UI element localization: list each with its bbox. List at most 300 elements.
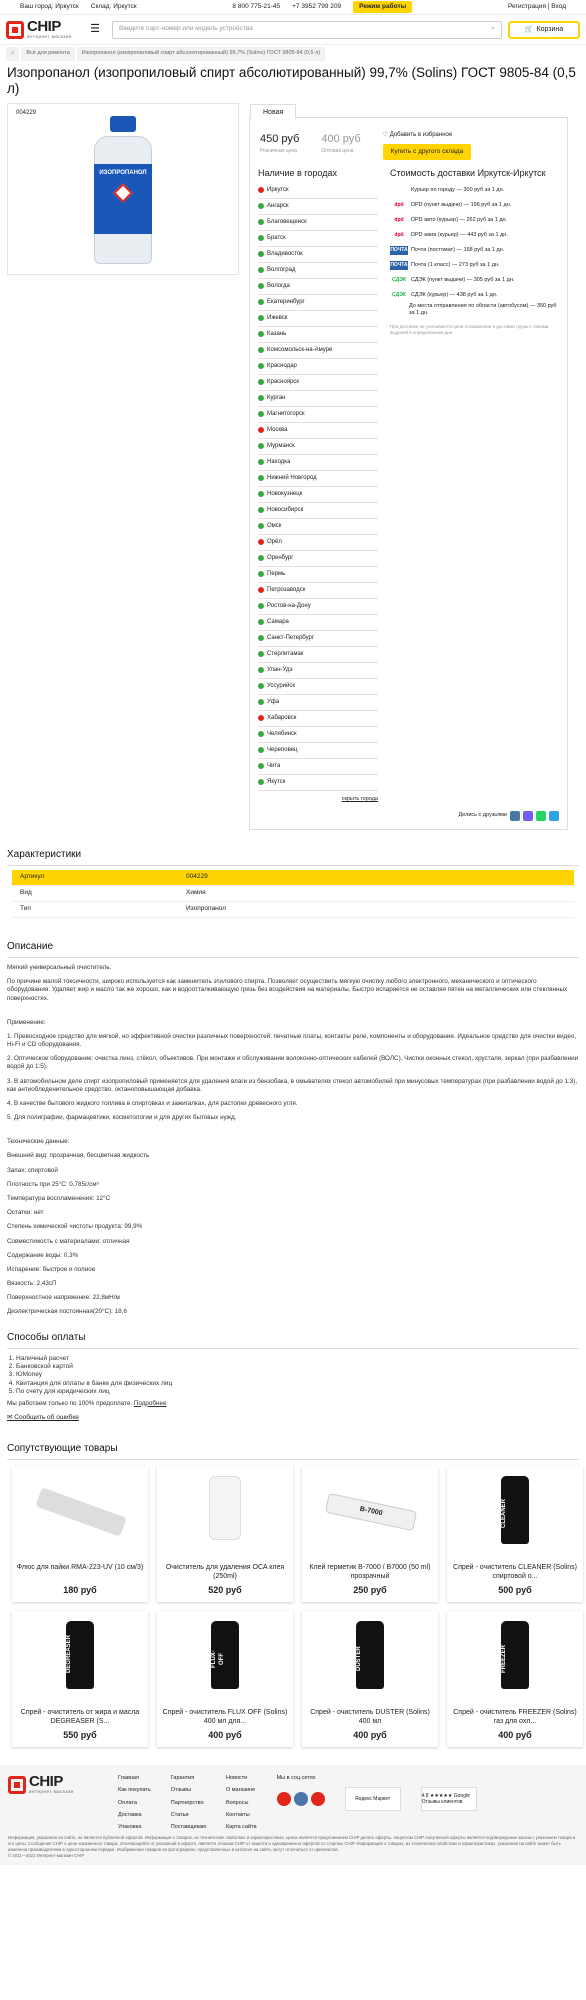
delivery-option: [390, 288, 559, 303]
in-stock-icon: [258, 299, 264, 305]
can-label: FLUX-OFF: [211, 1650, 225, 1669]
payment-item: 2. Банковской картой: [16, 1363, 586, 1371]
footer-col-1: [118, 1775, 151, 1830]
tech-spec: Запах: спиртовой: [7, 1166, 58, 1174]
delivery-text: Почта (1 класс) — 273 руб за 1 дн.: [411, 261, 500, 268]
product-price: 180 руб: [63, 1584, 97, 1595]
city-name: Хабаровск: [267, 714, 297, 721]
top-bar: [0, 0, 586, 15]
city-name: Улан-Удэ: [267, 666, 293, 673]
product-section: [0, 99, 586, 834]
city-item[interactable]: [258, 583, 378, 599]
footer-link[interactable]: Статьи: [170, 1811, 189, 1818]
prepay-note: Мы работаем только по 100% предоплате. Подробнее: [7, 1399, 167, 1407]
footer-col-2: [170, 1775, 206, 1830]
in-stock-icon: [258, 635, 264, 641]
in-stock-icon: [258, 555, 264, 561]
bottle-illustration: ИЗОПРОПАНОЛ: [88, 116, 158, 266]
product-card[interactable]: [302, 1466, 438, 1602]
out-of-stock-icon: [258, 187, 264, 193]
product-thumb[interactable]: [161, 1472, 289, 1562]
tube-image: [325, 1493, 417, 1531]
char-value: Химия: [186, 889, 206, 897]
application-item: 2. Оптическое оборудование: очистка линз, стёкол, объективов. При монтаже и обслуживании волоконно-оптических кабелей (ВОЛС). Чистки оконных стекол, хрусталя, зеркал (при разбавлении водой до 1:5).: [7, 1055, 579, 1071]
city-item[interactable]: [258, 503, 378, 519]
footer-col-3: [225, 1775, 257, 1830]
city-name: Уссурийск: [267, 682, 296, 689]
footer-link[interactable]: Контакты: [225, 1811, 250, 1818]
city-name: Волгоград: [267, 266, 296, 273]
delivery-option: [390, 243, 559, 258]
in-stock-icon: [258, 507, 264, 513]
breadcrumb-item: Изопропанол (изопропиловый спирт абсолютированный) 99,7% (Solins) ГОСТ 9805-84 (0,5 л): [77, 47, 325, 60]
application-item: 3. В автомобильном деле спирт изопропиловый применяется для удаления влаги из бензобака, в омывателях стекол автомобилей при минусовых температурах (при разбавлении водой до 1:3), как антиобледенительное средство, октаноповышающая добавка.: [7, 1077, 578, 1093]
delivery-text: Курьер по городу — 300 руб за 1 дн.: [411, 186, 505, 193]
city-name: Иркутск: [267, 186, 289, 193]
in-stock-icon: [258, 363, 264, 369]
post-icon: ПОЧТА: [390, 246, 408, 253]
cdek-icon: СДЭК: [392, 291, 406, 298]
footer-link[interactable]: О магазине: [225, 1787, 256, 1794]
city-name: Стерлитамак: [267, 650, 304, 657]
city-item[interactable]: [258, 695, 378, 711]
city-name: Нижний Новгород: [267, 474, 317, 481]
product-name[interactable]: Клей герметик B-7000 / B7000 (50 ml) прозрачный: [309, 1563, 431, 1580]
in-stock-icon: [258, 395, 264, 401]
cart-button[interactable]: 🛒 Корзина: [508, 21, 580, 39]
footer-link[interactable]: Как покупать: [118, 1787, 151, 1794]
breadcrumb-item[interactable]: Всё для ремонта: [21, 47, 74, 60]
delivery-title: Стоимость доставки Иркутск-Иркутск: [390, 168, 546, 179]
city-name: Петрозаводск: [267, 586, 306, 593]
city-name: Череповец: [267, 746, 298, 753]
city-name: Орёл: [267, 538, 282, 545]
in-stock-icon: [258, 571, 264, 577]
search-icon[interactable]: ⌕: [491, 25, 495, 33]
payment-item: 1. Наличный расчет: [16, 1355, 586, 1363]
product-price: 400 руб: [498, 1729, 532, 1740]
phone-2[interactable]: +7 3952 799 209: [292, 2, 342, 10]
bottle-image: [209, 1476, 241, 1540]
product-card[interactable]: [447, 1466, 583, 1602]
product-name[interactable]: Спрей - очиститель CLEANER (Solins) спиртовой о...: [453, 1563, 577, 1580]
city-item[interactable]: [258, 615, 378, 631]
city-item[interactable]: [258, 439, 378, 455]
heart-icon: ♡: [382, 132, 390, 138]
in-stock-icon: [258, 603, 264, 609]
city-name: Оренбург: [267, 554, 294, 561]
spray-can-image: [501, 1476, 529, 1544]
breadcrumb: [0, 45, 586, 63]
cdek-icon: СДЭК: [392, 276, 406, 283]
city-name: Магнитогорск: [267, 410, 305, 417]
chip-logo-icon: [6, 21, 24, 39]
product-card[interactable]: [447, 1611, 583, 1747]
delivery-option: [390, 273, 559, 288]
char-row: [12, 870, 574, 886]
product-thumb[interactable]: [16, 1617, 144, 1707]
char-name: Артикул: [20, 873, 45, 881]
warehouse-selector[interactable]: Склад: Иркутск: [90, 2, 137, 10]
city-name: Ангарск: [267, 202, 289, 209]
city-item[interactable]: [258, 343, 378, 359]
in-stock-icon: [258, 203, 264, 209]
city-item[interactable]: [258, 631, 378, 647]
city-item[interactable]: [258, 183, 378, 199]
in-stock-icon: [258, 251, 264, 257]
tech-spec: Остатки: нет: [7, 1209, 44, 1217]
in-stock-icon: [258, 459, 264, 465]
payment-item: 4. Квитанция для оплаты в банке для физических лиц: [16, 1380, 586, 1388]
can-label: FREEZER: [501, 1645, 507, 1674]
in-stock-icon: [258, 347, 264, 353]
char-name: Тип: [20, 905, 31, 913]
product-price: 400 руб: [208, 1729, 242, 1740]
cities-title: Наличие в городах: [258, 168, 337, 179]
city-item[interactable]: [258, 551, 378, 567]
city-item[interactable]: [258, 359, 378, 375]
delivery-option: [390, 258, 559, 273]
city-name: Краснодар: [267, 362, 297, 369]
in-stock-icon: [258, 475, 264, 481]
delivery-note: При доставке не учитывается цена отправления в доставке грузы с тяжами выдачей в определенном дне: [390, 323, 549, 336]
dpd-icon: dpd: [394, 231, 404, 238]
vk-icon[interactable]: [294, 1792, 308, 1806]
can-label: CLEANER: [501, 1499, 507, 1529]
in-stock-icon: [258, 491, 264, 497]
city-item[interactable]: [258, 263, 378, 279]
viber-share-icon[interactable]: [523, 811, 533, 821]
delivery-option: [390, 198, 559, 213]
product-name[interactable]: Спрей - очиститель FREEZER (Solins) газ для охл...: [453, 1708, 577, 1725]
characteristics-table: [12, 870, 574, 918]
city-item[interactable]: [258, 247, 378, 263]
tech-spec: Внешний вид: прозрачная, бесцветная жидкость: [7, 1152, 150, 1160]
application-item: 1. Превосходное средство для мягкой, но эффективной очистки различных поверхностей: печатные платы, контакты реле, компоненты и оборудование. Идеальное средство для очистки видео, Hi-Fi и CD оборудования.: [7, 1032, 577, 1049]
delivery-text: Почта (постомат) — 168 руб за 1 дн.: [411, 246, 505, 253]
footer-link[interactable]: Упаковка: [118, 1823, 142, 1830]
application-item: 4. В качестве бытового жидкого топлива в спиртовках и зажигалках, для растопки древесного угля.: [7, 1099, 298, 1107]
city-name: Мурманск: [267, 442, 295, 449]
delivery-text: DPD (пункт выдачи) — 196 руб за 1 дн.: [411, 201, 512, 208]
city-item[interactable]: [258, 663, 378, 679]
city-name: Ижевск: [267, 314, 288, 321]
city-name: Казань: [267, 330, 287, 337]
city-name: Уфа: [267, 698, 280, 705]
tech-spec: Плотность при 25°С: 0,785г/см³: [7, 1180, 99, 1188]
product-name[interactable]: Спрей - очиститель DUSTER (Solins) 400 мл: [310, 1708, 430, 1725]
product-card[interactable]: [12, 1611, 148, 1747]
footer-link[interactable]: Поставщикам: [170, 1823, 206, 1830]
footer-link[interactable]: Вопросы: [225, 1799, 249, 1806]
dpd-icon: dpd: [394, 201, 404, 208]
city-name: Самара: [267, 618, 289, 625]
in-stock-icon: [258, 283, 264, 289]
char-value: 004229: [186, 873, 208, 881]
share-bar: Делись с друзьями: [250, 803, 567, 829]
product-thumb[interactable]: [161, 1617, 289, 1707]
city-name: Ростов-на-Дону: [267, 602, 311, 609]
tube-label: B-7000: [359, 1506, 384, 1518]
delivery-text: DPD авиа (курьер) — 443 руб за 1 дн.: [411, 231, 508, 238]
footer-link[interactable]: Новости: [225, 1775, 248, 1782]
city-item[interactable]: [258, 487, 378, 503]
tech-spec: Вязкость: 2,43сП: [7, 1280, 57, 1288]
telegram-share-icon[interactable]: [549, 811, 559, 821]
in-stock-icon: [258, 763, 264, 769]
city-name: Комсомольск-на-Амуре: [267, 346, 333, 353]
legal-text: Информация, указанная на сайте, не является публичной офертой. Информация о товарах, их технических свойствах и характеристиках, ценах является предложением CHIP делать оферты. Акцептом CHIP полученной оферты является подтверждение заказа с указанием товара и его цены. Сообщение CHIP о цене заказанного товара, отличающейся от указанной в оферте, является отказом CHIP от акцепта и одновременно офертой со стороны CHIP. Информация о товарах, их технических свойствах и характеристиках, указанная на сайте может быть изменена производителем в одностороннем порядке. Изображения товаров на фотографиях, представленных в каталоге на сайте, могут отличаться от оригиналов. © 2011—2022 Интернет-магазин CHIP: [0, 1829, 586, 1865]
retail-price: 450 руб Розничная цена: [260, 133, 300, 155]
product-thumb[interactable]: [16, 1472, 144, 1562]
footer: [0, 1765, 586, 1829]
auth-links[interactable]: Регистрация | Вход: [507, 2, 566, 10]
city-item[interactable]: [258, 679, 378, 695]
tech-spec: Испарение: быстрое и полное: [7, 1265, 96, 1273]
in-stock-icon: [258, 411, 264, 417]
city-item[interactable]: [258, 215, 378, 231]
city-item[interactable]: [258, 231, 378, 247]
can-label: DEGREASER: [66, 1635, 72, 1674]
in-stock-icon: [258, 731, 264, 737]
product-name[interactable]: Флюс для пайки RMA-223-UV (10 см/3): [16, 1563, 144, 1571]
tab-new[interactable]: Новая: [250, 104, 296, 119]
footer-logo[interactable]: CHIP интернет магазин: [8, 1775, 98, 1795]
city-item[interactable]: [258, 647, 378, 663]
in-stock-icon: [258, 235, 264, 241]
copyright: © 2011—2022 Интернет-магазин CHIP: [8, 1853, 85, 1859]
footer-link[interactable]: Карта сайта: [225, 1823, 257, 1830]
delivery-option: [390, 303, 559, 318]
city-name: Братск: [267, 234, 286, 241]
out-of-stock-icon: [258, 587, 264, 593]
google-reviews-badge[interactable]: 4.8 ★★★★★ Google Отзывы клиентов: [421, 1787, 477, 1811]
courier-icon: [390, 306, 406, 315]
description: Мягкий универсальный очиститель. По причине малой токсичности, широко используется как заменитель этилового спирта. Позволяет осуществить мягкую очистку любого электронного, механического и оптического оборудования. Удаляет жир и масло так же хорошо, как и водоотталкивающую грязь без воздействия на материалы. Быстро испаряется не оставляя пятен на металлических или стеклянных поверхностях. Применение: 1. Превосходное средство для мягкой, но эффективной очистки различных поверхностей: печатные платы, контакты реле, компоненты и оборудование. Идеальное средство для очистки видео, Hi-Fi и CD оборудования. 2. Оптическое оборудование: очистка линз, стёкол, объективов. При монтаже и обслуживании волоконно-оптических кабелей (ВОЛС). Чистки оконных стекол, хрусталя, зеркал (при разбавлении водой до 1:5). 3. В автомобильном деле спирт изопропиловый применяется для удаления влаги из бензобака, в омывателях стекол автомобилей при минусовых температурах (при разбавлении водой до 1:3), как антиобледенительное средство, октаноповышающая добавка. 4. В качестве бытового жидкого топлива в спиртовках и зажигалках, для растопки древесного угля. 5. Для полиграфии, фармацевтики, косметологии и для других бытовых нужд. Технические данные: Внешний вид: прозрачная, бесцветная жидкость Запах: спиртовой Плотность при 25°С: 0,785г/см³ Температура воспламенения: 12°С Остатки: нет Степень химической чистоты продукта: 99,9% Совместимость с материалами: отличная Содержание воды: 0,3% Испарение: быстрое и полное Вязкость: 2,43сП Поверхностное напряжение: 22,8мН/м Диэлектрическая постоянная(20°С): 18,6: [7, 964, 579, 1316]
footer-link[interactable]: Доставка: [118, 1811, 142, 1818]
in-stock-icon: [258, 619, 264, 625]
city-name: Находка: [267, 458, 291, 465]
delivery-text: До места отправления по области (автобусом) — 350 руб за 1 дн.: [409, 303, 557, 317]
footer-link[interactable]: Главная: [118, 1775, 139, 1782]
char-row: [12, 902, 574, 918]
related-title: Сопутствующие товары: [7, 1443, 118, 1455]
page-title: Изопропанол (изопропиловый спирт абсолютированный) 99,7% (Solins) ГОСТ 9805-84 (0,5 л): [7, 65, 576, 96]
delivery-text: СДЭК (пункт выдачи) — 305 руб за 1 дн.: [411, 276, 515, 283]
city-name: Якутск: [267, 778, 286, 785]
city-item[interactable]: [258, 279, 378, 295]
in-stock-icon: [258, 747, 264, 753]
tech-spec: Совместимость с материалами: отличная: [7, 1237, 130, 1245]
city-item[interactable]: [258, 743, 378, 759]
youtube-icon[interactable]: [311, 1792, 325, 1806]
tech-spec: Поверхностное напряжение: 22,8мН/м: [7, 1294, 120, 1302]
post-icon: ПОЧТА: [390, 261, 408, 268]
product-name[interactable]: Очиститель для удаления OCA клея (250ml): [165, 1563, 285, 1580]
tube-image: [35, 1488, 126, 1538]
in-stock-icon: [258, 699, 264, 705]
phone-1[interactable]: 8 800 775-21-45: [232, 2, 281, 10]
tech-spec: Содержание воды: 0,3%: [7, 1251, 79, 1259]
spray-can-image: [211, 1621, 239, 1689]
out-of-stock-icon: [258, 715, 264, 721]
in-stock-icon: [258, 315, 264, 321]
mail-icon: ✉: [7, 1413, 15, 1421]
city-item[interactable]: [258, 759, 378, 775]
product-thumb[interactable]: [451, 1472, 579, 1562]
footer-link[interactable]: Партнерство: [170, 1799, 204, 1806]
in-stock-icon: [258, 523, 264, 529]
city-name: Владивосток: [267, 250, 303, 257]
city-item[interactable]: [258, 311, 378, 327]
product-card[interactable]: [157, 1466, 293, 1602]
payment-title: Способы оплаты: [7, 1331, 86, 1343]
city-name: Челябинск: [267, 730, 297, 737]
city-name: Омск: [267, 522, 282, 529]
youtube-icon[interactable]: [277, 1792, 291, 1806]
char-value: Изопропанол: [186, 905, 226, 913]
city-name: Пермь: [267, 570, 286, 577]
more-link[interactable]: Подробнее: [133, 1399, 167, 1407]
sku-label: 004229: [16, 110, 37, 116]
home-icon[interactable]: ⌂: [6, 47, 19, 60]
tech-spec: Степень химической чистоты продукта: 99,9%: [7, 1223, 143, 1231]
product-thumb[interactable]: [451, 1617, 579, 1707]
vk-share-icon[interactable]: [510, 811, 520, 821]
product-card[interactable]: [157, 1611, 293, 1747]
tech-spec: Диэлектрическая постоянная(20°С): 18,6: [7, 1308, 127, 1316]
report-error-link[interactable]: ✉ Сообщить об ошибке: [7, 1413, 79, 1421]
favorite-link[interactable]: ♡ Добавить в избранное: [382, 132, 453, 138]
out-of-stock-icon: [258, 427, 264, 433]
footer-link[interactable]: Оплата: [118, 1799, 137, 1806]
offer-panel: [249, 109, 568, 830]
in-stock-icon: [258, 331, 264, 337]
tech-spec: Технические данные:: [7, 1138, 70, 1146]
city-name: Курган: [267, 394, 286, 401]
city-name: Москва: [267, 426, 288, 433]
delivery-option: [390, 183, 559, 198]
city-name: Новосибирск: [267, 506, 304, 513]
delivery-option: [390, 213, 559, 228]
work-hours-button[interactable]: Режим работы: [353, 1, 412, 13]
menu-icon[interactable]: ☰: [90, 23, 100, 36]
can-label: DUSTER: [356, 1647, 362, 1672]
payment-list: [0, 1355, 586, 1397]
application-item: 5. Для полиграфии, фармацевтики, косметологии и для других бытовых нужд.: [7, 1114, 237, 1122]
chip-logo-icon: [8, 1776, 26, 1794]
out-of-stock-icon: [258, 539, 264, 545]
in-stock-icon: [258, 651, 264, 657]
in-stock-icon: [258, 267, 264, 273]
city-item[interactable]: [258, 727, 378, 743]
delivery-option: [390, 228, 559, 243]
city-item[interactable]: [258, 599, 378, 615]
city-item[interactable]: [258, 391, 378, 407]
characteristics-title: Характеристики: [7, 849, 82, 861]
whatsapp-share-icon[interactable]: [536, 811, 546, 821]
cart-icon: 🛒: [524, 25, 534, 33]
footer-link[interactable]: Гарантия: [170, 1775, 195, 1782]
city-item[interactable]: [258, 423, 378, 439]
delivery-costs: [390, 168, 559, 803]
product-price: 550 руб: [63, 1729, 97, 1740]
city-item[interactable]: [258, 711, 378, 727]
in-stock-icon: [258, 443, 264, 449]
city-name: Красноярск: [267, 378, 300, 385]
city-selector[interactable]: Ваш город: Иркутск: [20, 2, 79, 10]
char-name: Вид: [20, 889, 32, 897]
dpd-icon: dpd: [394, 216, 404, 223]
buy-other-warehouse-button[interactable]: Купить с другого склада: [383, 144, 471, 160]
in-stock-icon: [258, 683, 264, 689]
city-name: Благовещенск: [267, 218, 307, 225]
courier-icon: [390, 186, 408, 195]
hide-cities-link[interactable]: скрыть города: [341, 795, 378, 802]
description-title: Описание: [7, 941, 54, 953]
payment-item: 3. ЮMoney: [16, 1371, 586, 1379]
product-name[interactable]: Спрей - очиститель FLUX OFF (Solins) 400 мл для...: [162, 1708, 288, 1725]
in-stock-icon: [258, 379, 264, 385]
search-input[interactable]: Введите парт-номер или модель устройства ⌕: [112, 21, 502, 39]
yandex-market-badge[interactable]: Яндекс Маркет: [345, 1787, 401, 1811]
hazard-icon: [113, 183, 133, 203]
product-card[interactable]: [302, 1611, 438, 1747]
city-name: Вологда: [267, 282, 290, 289]
product-thumb[interactable]: [306, 1472, 434, 1562]
city-item[interactable]: [258, 455, 378, 471]
product-price: 520 руб: [208, 1584, 242, 1595]
city-item[interactable]: [258, 535, 378, 551]
in-stock-icon: [258, 667, 264, 673]
wholesale-price: 400 руб Оптовая цена: [321, 133, 361, 155]
tech-spec: Температура воспламенения: 12°С: [7, 1194, 111, 1202]
spray-can-image: [501, 1621, 529, 1689]
city-item[interactable]: [258, 407, 378, 423]
product-price: 400 руб: [353, 1729, 387, 1740]
header: [0, 15, 586, 45]
product-image[interactable]: [7, 103, 239, 275]
product-price: 500 руб: [498, 1584, 532, 1595]
city-name: Чита: [267, 762, 281, 769]
city-item[interactable]: [258, 567, 378, 583]
city-name: Новокузнецк: [267, 490, 303, 497]
city-item[interactable]: [258, 471, 378, 487]
city-item[interactable]: [258, 519, 378, 535]
city-name: Екатеринбург: [267, 298, 305, 305]
city-item[interactable]: [258, 199, 378, 215]
delivery-text: СДЭК (курьер) — 438 руб за 1 дн.: [411, 291, 498, 298]
product-name[interactable]: Спрей - очиститель от жира и масла DEGREASER (S...: [20, 1708, 140, 1725]
in-stock-icon: [258, 779, 264, 785]
city-availability: [258, 168, 378, 803]
social-block: Мы в соц.сетях: [277, 1775, 325, 1819]
char-row: [12, 886, 574, 902]
city-item[interactable]: [258, 327, 378, 343]
spray-can-image: [66, 1621, 94, 1689]
city-item[interactable]: [258, 295, 378, 311]
product-price: 250 руб: [353, 1584, 387, 1595]
footer-link[interactable]: Отзывы: [170, 1787, 191, 1794]
product-card[interactable]: [12, 1466, 148, 1602]
city-item[interactable]: [258, 775, 378, 791]
product-thumb[interactable]: [306, 1617, 434, 1707]
logo[interactable]: CHIP интернет магазин: [6, 20, 78, 40]
related-products: [0, 1460, 586, 1753]
payment-item: 5. По счету для юридических лиц: [16, 1388, 586, 1396]
city-item[interactable]: [258, 375, 378, 391]
delivery-text: DPD авто (курьер) — 262 руб за 1 дн.: [411, 216, 508, 223]
